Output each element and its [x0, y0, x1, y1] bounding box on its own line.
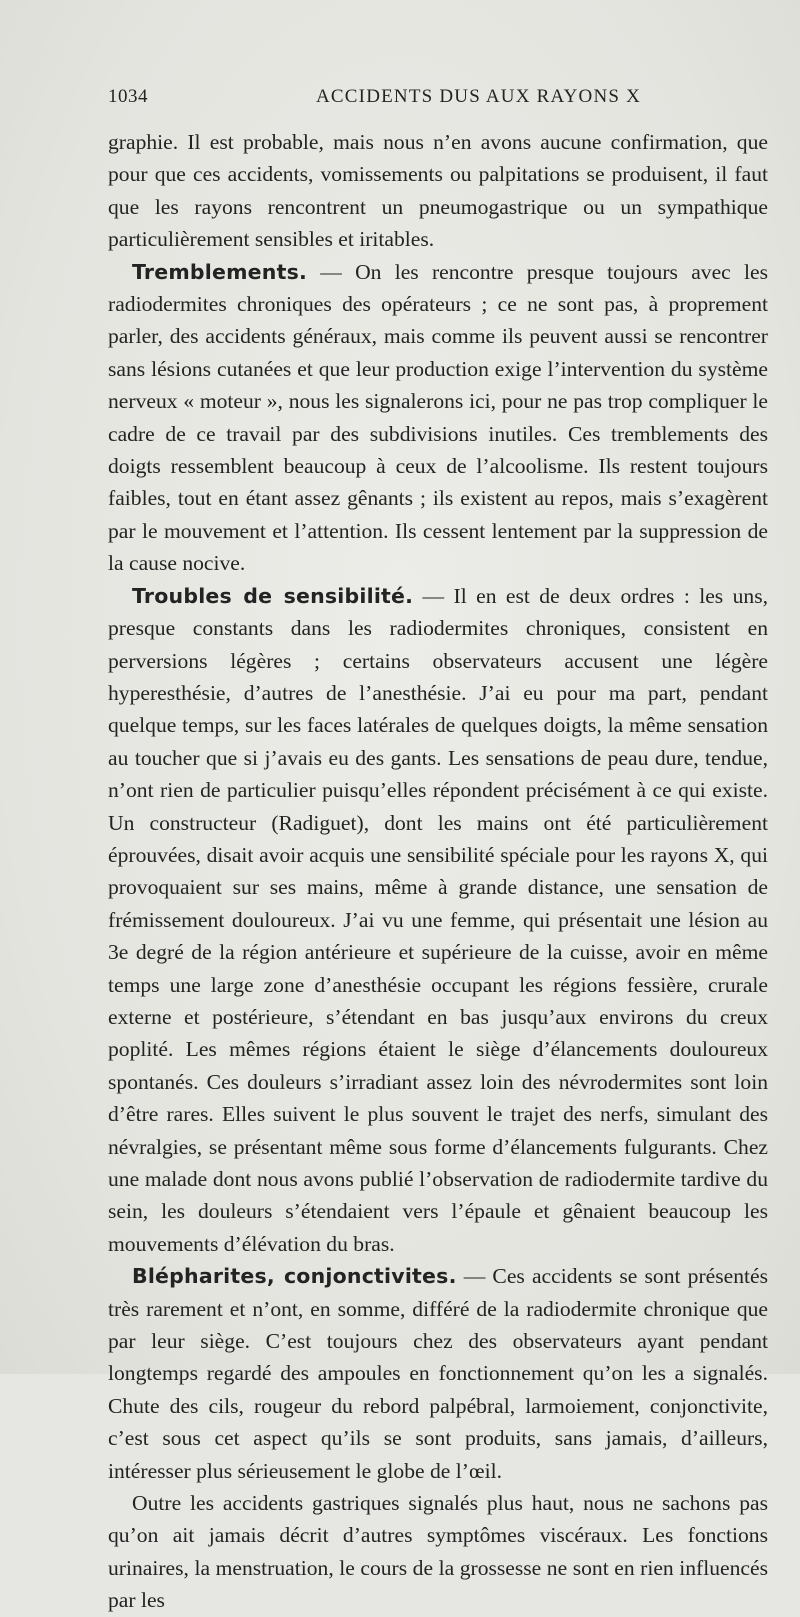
paragraph-tremblements [108, 256, 768, 580]
paragraph-text: — Il en est de deux ordres : les uns, presque constants dans les radiodermites chroniques, consistent en perversions légères ; certains observateurs accusent une légère hyperesthésie, d’autres de l’anesthésie. J’ai eu pour ma part, pendant quelque temps, sur les faces latérales de quelques doigts, la même sensation au toucher que si j’avais eu des gants. Les sensations de peau dure, tendue, n’ont rien de particulier puisqu’elles répondent précisément à ce qui existe. Un constructeur (Radiguet), dont les mains ont été particulièrement éprouvées, disait avoir acquis une sensibilité spéciale pour les rayons X, qui provoquaient sur ses mains, même à grande distance, une sensation de frémissement douloureux. J’ai vu une femme, qui présentait une lésion au 3e degré de la région antérieure et supérieure de la cuisse, avoir en même temps une large zone d’anesthésie occupant les régions fessière, crurale externe et postérieure, s’étendant en bas jusqu’aux environs du creux poplité. Les mêmes régions étaient le siège d’élancements douloureux spontanés. Ces douleurs s’irradiant assez loin des névrodermites sont loin d’être rares. Elles suivent le plus souvent le trajet des nerfs, simulant des névralgies, se présentant même sous forme d’élancements fulgurants. Chez une malade dont nous avons publié l’observation de radiodermite tardive du sein, les douleurs s’étendaient vers l’épaule et gênaient beaucoup les mouvements d’élévation du bras. [108, 583, 768, 1256]
section-heading: Tremblements. [132, 259, 307, 284]
paragraph-troubles-sensibilite [108, 580, 768, 1261]
paragraph-text: graphie. Il est probable, mais nous n’en avons aucune confirmation, que pour que ces accidents, vomissements ou palpitations se produisent, il faut que les rayons rencontrent un pneumogastrique ou un sympathique particulièrement sensibles et iritables. [108, 130, 768, 252]
paragraph-text: — On les rencontre presque toujours avec les radiodermites chroniques des opérateurs ; ce ne sont pas, à proprement parler, des accidents généraux, mais comme ils peuvent aussi se rencontrer sans lésions cutanées et que leur production exige l’intervention du système nerveux « moteur », nous les signalerons ici, pour ne pas trop compliquer le cadre de ce travail par des subdivisions inutiles. Ces tremblements des doigts ressemblent beaucoup à ceux de l’alcoolisme. Ils restent toujours faibles, tout en étant assez gênants ; ils existent au repos, mais s’exagèrent par le mouvement et l’attention. Ils cessent lentement par la suppression de la cause nocive. [108, 259, 768, 576]
section-heading: Troubles de sensibilité. [132, 583, 414, 608]
section-heading: Blépharites, conjonctivites. [132, 1264, 457, 1289]
running-title: ACCIDENTS DUS AUX RAYONS X [316, 86, 642, 107]
body-text [108, 126, 768, 1617]
paragraph-outre [108, 1487, 768, 1617]
page-number: 1034 [108, 86, 148, 107]
paragraph-text: — Ces accidents se sont présentés très rarement et n’ont, en somme, différé de la radiodermite chronique que par leur siège. C’est toujours chez des observateurs ayant pendant longtemps regardé des ampoules en fonctionnement qu’on les a signalés. Chute des cils, rougeur du rebord palpébral, larmoiement, conjonctivite, c’est sous cet aspect qu’ils se sont produits, sans jamais, d’ailleurs, intéresser plus sérieusement le globe de l’œil. [108, 1264, 768, 1483]
paragraph-text: Outre les accidents gastriques signalés plus haut, nous ne sachons pas qu’on ait jamais décrit d’autres symptômes viscéraux. Les fonctions urinaires, la menstruation, le cours de la grossesse ne sont en rien influencés par les [108, 1491, 768, 1613]
running-header [108, 86, 768, 112]
paragraph-continuation [108, 126, 768, 256]
